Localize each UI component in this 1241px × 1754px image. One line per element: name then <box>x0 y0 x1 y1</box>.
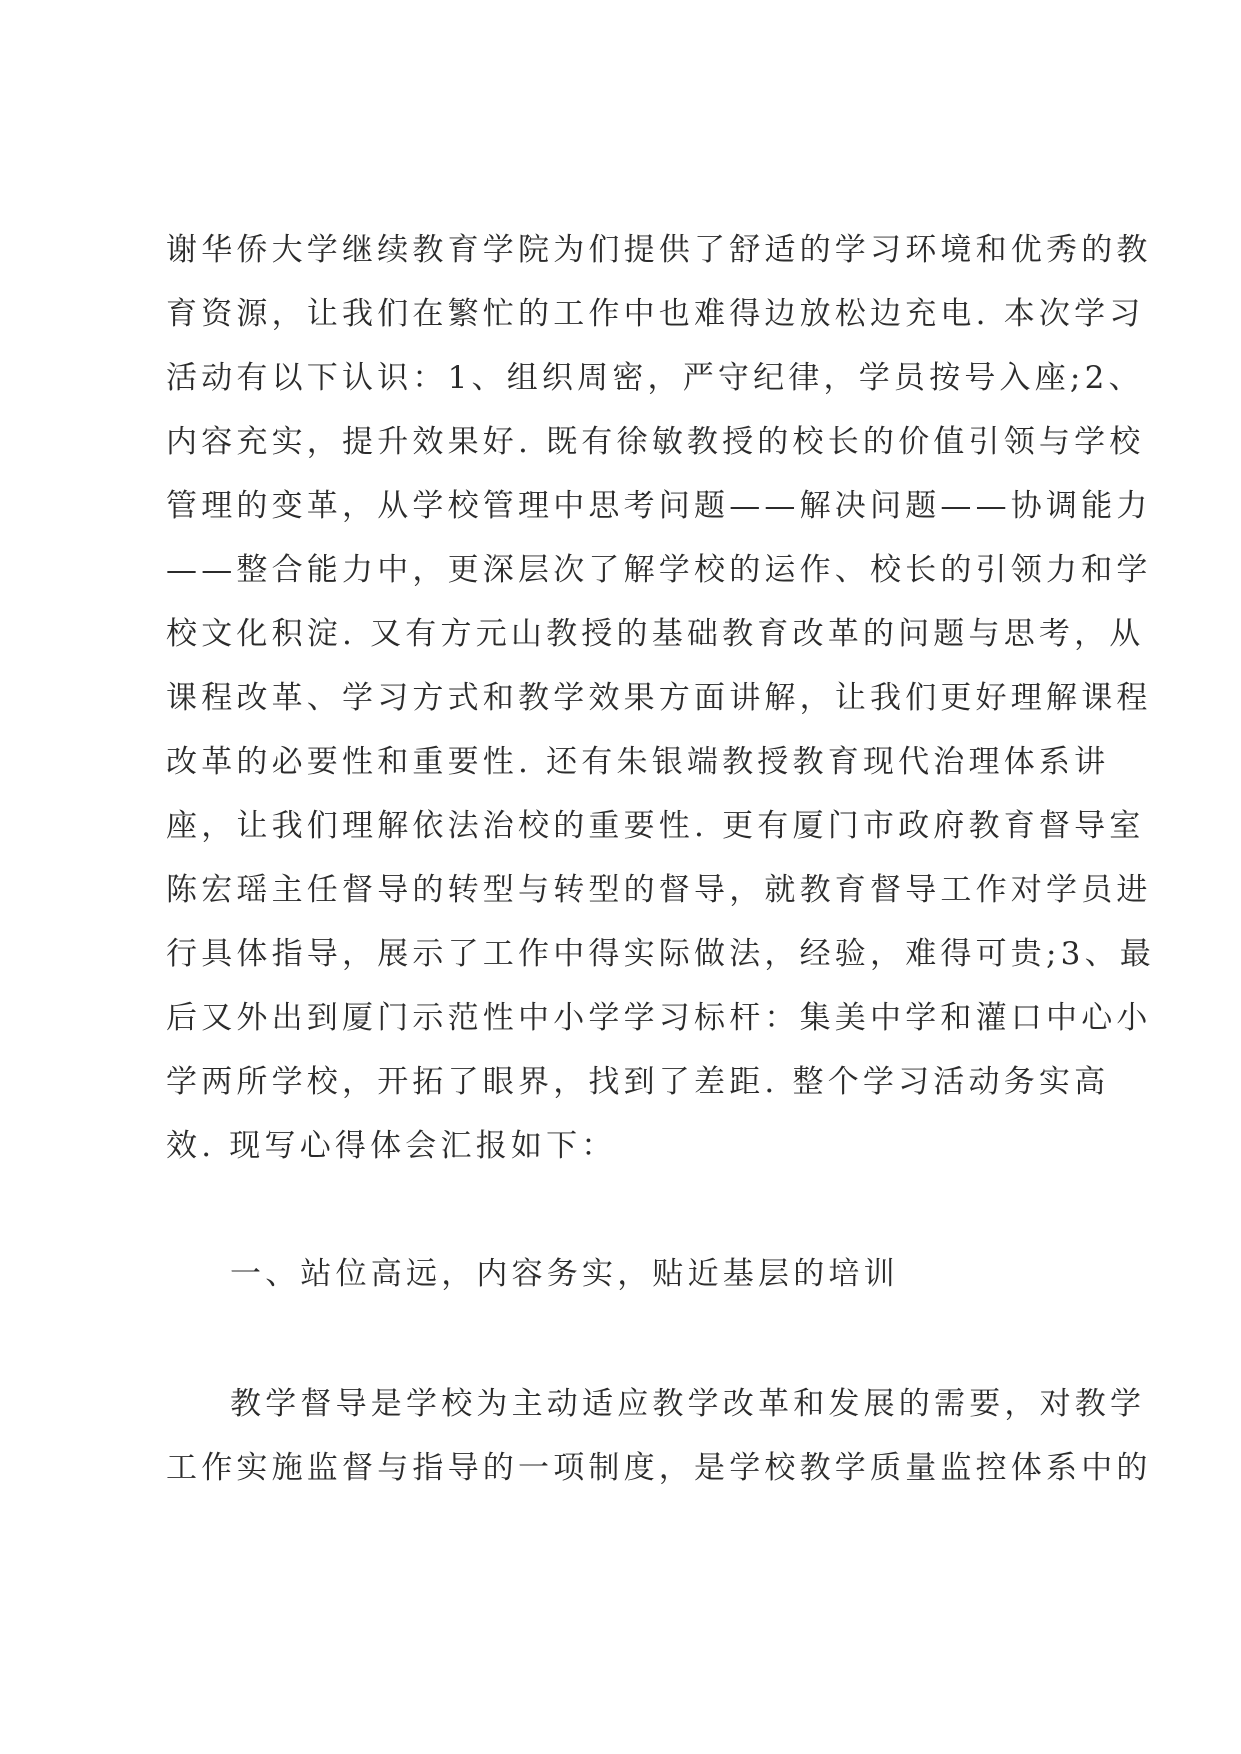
body-line-14: 学两所学校，开拓了眼界，找到了差距. 整个学习活动务实高 <box>166 1064 1110 1100</box>
section-heading: 一、站位高远，内容务实，贴近基层的培训 <box>230 1256 899 1292</box>
body-line-12: 行具体指导，展示了工作中得实际做法，经验，难得可贵;3、最 <box>166 936 1155 972</box>
body-line-11: 陈宏瑶主任督导的转型与转型的督导，就教育督导工作对学员进 <box>166 872 1152 908</box>
body-line-4: 内容充实，提升效果好. 既有徐敏教授的校长的价值引领与学校 <box>166 424 1145 460</box>
paragraph2-line-2: 工作实施监督与指导的一项制度，是学校教学质量监控体系中的 <box>166 1450 1152 1486</box>
body-line-15: 效. 现写心得体会汇报如下： <box>166 1128 617 1164</box>
body-line-6: ——整合能力中，更深层次了解学校的运作、校长的引领力和学 <box>166 552 1152 588</box>
body-line-5: 管理的变革，从学校管理中思考问题——解决问题——协调能力 <box>166 488 1152 524</box>
body-line-3: 活动有以下认识：1、组织周密，严守纪律，学员按号入座;2、 <box>166 360 1144 396</box>
body-line-1: 谢华侨大学继续教育学院为们提供了舒适的学习环境和优秀的教 <box>166 232 1152 268</box>
body-line-10: 座，让我们理解依法治校的重要性. 更有厦门市政府教育督导室 <box>166 808 1145 844</box>
body-line-8: 课程改革、学习方式和教学效果方面讲解，让我们更好理解课程 <box>166 680 1152 716</box>
paragraph2-line-1: 教学督导是学校为主动适应教学改革和发展的需要，对教学 <box>230 1386 1146 1422</box>
body-line-2: 育资源，让我们在繁忙的工作中也难得边放松边充电. 本次学习 <box>166 296 1145 332</box>
body-line-9: 改革的必要性和重要性. 还有朱银端教授教育现代治理体系讲 <box>166 744 1110 780</box>
body-line-13: 后又外出到厦门示范性中小学学习标杆：集美中学和灌口中心小 <box>166 1000 1152 1036</box>
body-line-7: 校文化积淀. 又有方元山教授的基础教育改革的问题与思考，从 <box>166 616 1145 652</box>
